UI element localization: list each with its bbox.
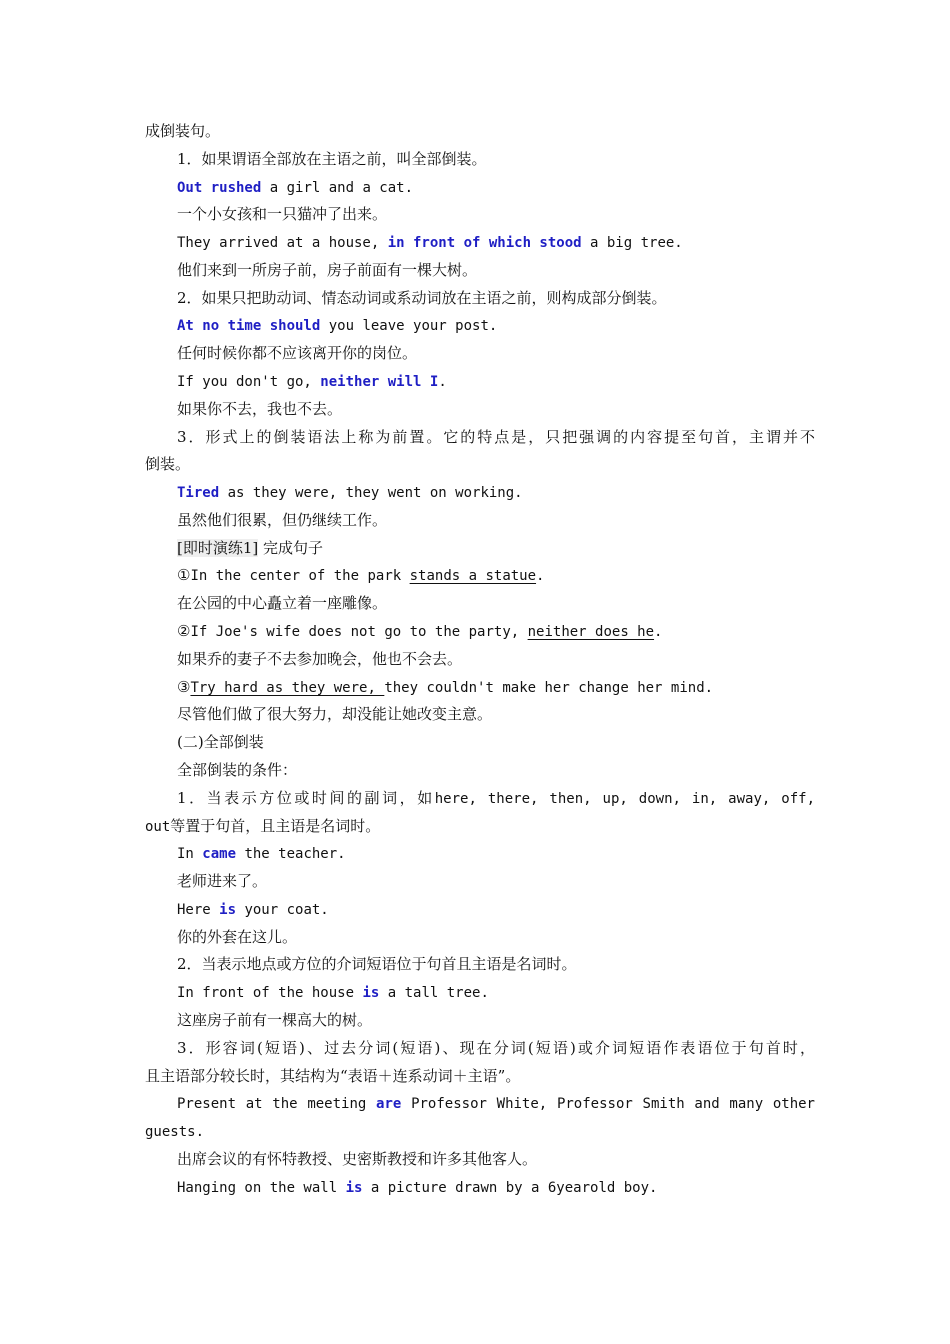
text-run: 全部倒装的条件： [177,760,298,779]
text-run: 1．如果谓语全部放在主语之前，叫全部倒装。 [177,149,487,168]
text-run: 他们来到一所房子前，房子前面有一棵大树。 [177,260,478,279]
text-run: 2．如果只把助动词、情态动词或系动词放在主语之前，则构成部分倒装。 [177,288,667,307]
text-line [145,1118,815,1146]
text-run: 如果乔的妻子不去参加晚会，他也不会去。 [177,649,463,668]
text-run: your coat. [236,901,329,918]
text-line [145,924,815,952]
text-line [145,590,815,618]
text-run: 尽管他们做了很大努力，却没能让她改变主意。 [177,705,493,724]
text-run: . [536,568,545,585]
text-run: 这座房子前有一棵高大的树。 [177,1010,373,1029]
text-run: Here [177,901,220,918]
text-line [145,618,815,646]
text-run: ① [177,566,191,585]
text-line [145,146,815,174]
answer-text: stands a statue [409,568,537,585]
text-line [145,840,815,868]
text-run: 倒装。 [145,455,191,474]
text-line [145,813,815,841]
text-run: Present at the meeting [177,1096,377,1113]
text-run: you leave your post. [320,318,498,335]
text-line [145,229,815,257]
text-run: In the center of the park [190,568,410,585]
text-line [145,396,815,424]
text-run: a picture drawn by a 6yearold boy. [362,1179,658,1196]
text-run: 3．形式上的倒装语法上称为前置。它的特点是，只把强调的内容提至句首，主谓并不 [177,427,815,446]
text-line [145,1146,815,1174]
text-run: Hanging on the wall [177,1179,346,1196]
text-line [145,757,815,785]
text-line [145,562,815,590]
text-run: 在公园的中心矗立着一座雕像。 [177,594,388,613]
text-run: 如果你不去，我也不去。 [177,399,343,418]
text-run: a girl and a cat. [261,179,414,196]
text-line [145,896,815,924]
text-line [145,424,815,452]
text-run: ③ [177,677,191,696]
text-line [145,729,815,757]
highlighted-text: is [219,901,237,918]
text-run: 3．形容词(短语)、过去分词(短语)、现在分词(短语)或介词短语作表语位于句首时， [177,1038,815,1057]
text-run: 你的外套在这儿。 [177,927,298,946]
text-line [145,451,815,479]
text-line [145,312,815,340]
text-line [145,646,815,674]
text-line [145,868,815,896]
text-line [145,1035,815,1063]
text-line [145,951,815,979]
text-run: If Joe's wife does not go to the party, [190,624,528,641]
text-line [145,174,815,202]
text-line [145,201,815,229]
text-run: 2．当表示地点或方位的介词短语位于句首且主语是名词时。 [177,955,577,974]
text-line [145,479,815,507]
text-run: guests. [145,1124,205,1141]
text-run: 完成句子 [258,538,324,557]
highlighted-text: is [362,985,380,1002]
text-run: . [438,374,447,391]
text-run: a tall tree. [379,985,489,1002]
answer-text: neither does he [527,624,655,641]
highlighted-text: Tired [177,485,220,502]
text-line [145,979,815,1007]
text-run: 一个小女孩和一只猫冲了出来。 [177,205,388,224]
text-run: They arrived at a house, [177,235,388,252]
text-run: 虽然他们很累，但仍继续工作。 [177,510,388,529]
text-run: Professor White, Professor Smith and many other [401,1096,815,1113]
text-run: (二)全部倒装 [177,733,264,752]
text-run: a big tree. [581,235,683,252]
text-run: 等置于句首，且主语是名词时。 [170,816,381,835]
text-line [145,701,815,729]
highlighted-text: Out rushed [177,179,262,196]
text-run: . [654,624,663,641]
text-run: here, there, then, up, down, in, away, off, [434,790,816,807]
highlighted-text: At no time should [177,318,321,335]
text-run: 任何时候你都不应该离开你的岗位。 [177,344,418,363]
text-line [145,285,815,313]
text-run: If you don't go, [177,374,321,391]
text-line [145,674,815,702]
text-run: 老师进来了。 [177,872,268,891]
text-line [145,257,815,285]
answer-text: Try hard as they were, [190,679,385,696]
highlighted-text: came [202,846,237,863]
text-run: 出席会议的有怀特教授、史密斯教授和许多其他客人。 [177,1149,538,1168]
text-run: out [145,818,171,835]
text-line [145,1174,815,1202]
text-run: they couldn't make her change her mind. [384,679,714,696]
highlighted-text: in front of which stood [387,235,582,252]
text-run: In front of the house [177,985,363,1002]
highlighted-text: is [345,1179,363,1196]
highlighted-text: are [376,1096,402,1113]
text-line [145,368,815,396]
text-line [145,535,815,563]
text-line [145,1063,815,1091]
text-line [145,507,815,535]
text-run: 成倒装句。 [145,122,221,140]
text-line [145,785,815,813]
text-run: 且主语部分较长时，其结构为“表语＋连系动词＋主语”。 [145,1066,521,1085]
text-run: 1．当表示方位或时间的副词，如 [177,788,435,807]
text-line [145,340,815,368]
text-run: ② [177,622,191,641]
highlighted-text: neither will I [320,374,439,391]
exercise-label: [即时演练1] [177,538,259,557]
text-run: as they were, they went on working. [219,485,523,502]
text-line [145,1007,815,1035]
text-run: the teacher. [236,846,346,863]
text-run: In [177,846,203,863]
text-line [145,118,815,146]
text-line [145,1090,815,1118]
